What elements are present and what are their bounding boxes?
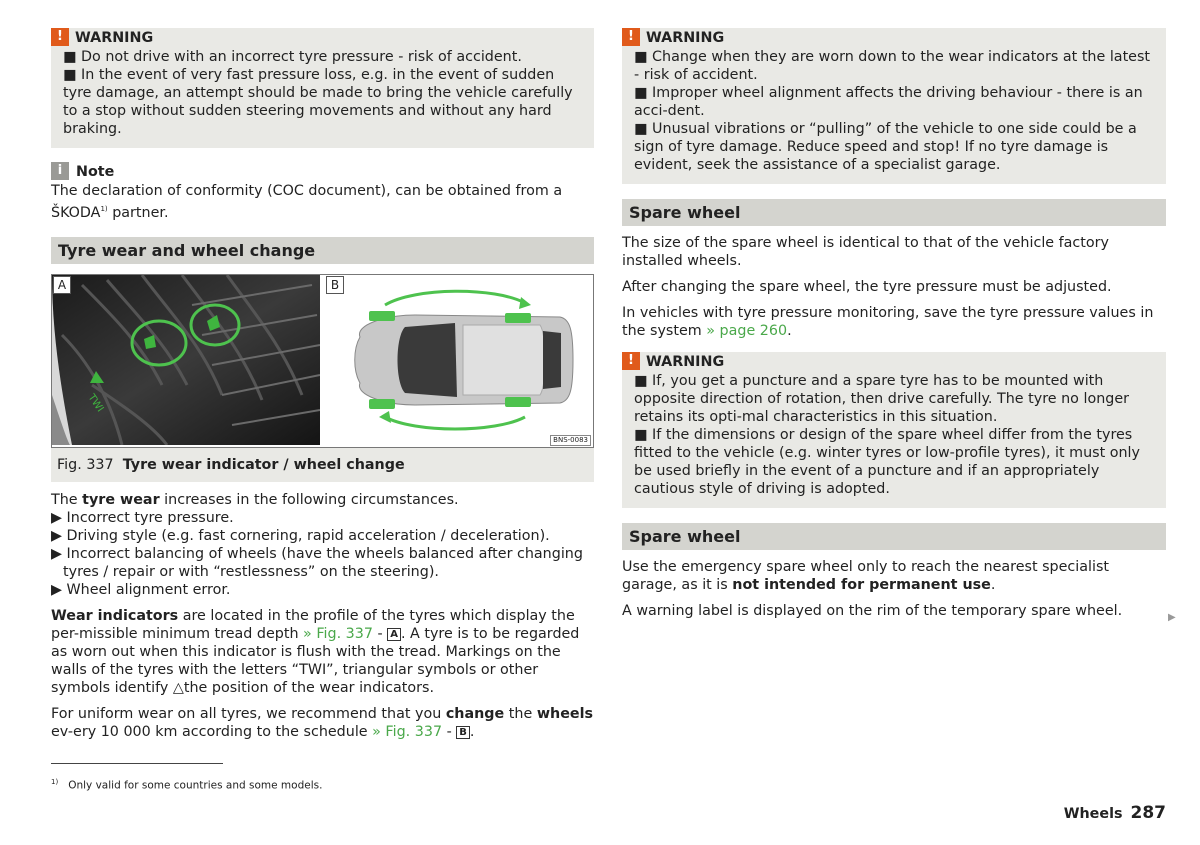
warning-box-tyre-pressure bbox=[51, 28, 594, 148]
warning-item: ■ Improper wheel alignment affects the driving behaviour - there is an acci-dent. bbox=[634, 85, 1143, 119]
warning-heading: ! WARNING bbox=[51, 28, 584, 48]
note-heading: i Note bbox=[51, 162, 594, 182]
exclamation-icon: ! bbox=[622, 28, 640, 46]
list-item: ▶ Wheel alignment error. bbox=[51, 581, 231, 598]
page-number: 287 bbox=[1130, 803, 1166, 823]
spare-wheel-paragraph: After changing the spare wheel, the tyre pressure must be adjusted. bbox=[622, 279, 1112, 295]
figure-337 bbox=[51, 274, 594, 448]
figure-ref-b: B bbox=[456, 726, 470, 739]
list-item: ▶ Incorrect balancing of wheels (have the wheels balanced after changing tyres / repair or with “restlessness” on the steering). bbox=[51, 545, 583, 580]
warning-box-wear bbox=[622, 28, 1166, 184]
warning-item: ■ Change when they are worn down to the wear indicators at the latest - risk of accident. bbox=[634, 49, 1151, 83]
warning-item: ■ If the dimensions or design of the spare wheel differ from the tyres fitted to the vehicle (e.g. winter tyres or low-profile tyres), it must only be used briefly in the event of a puncture and if an appropriately cautious style of driving is adopted. bbox=[634, 427, 1140, 497]
twi-mark: TWI bbox=[85, 392, 106, 415]
page-footer bbox=[1064, 804, 1166, 823]
footnote-ref: 1) bbox=[100, 205, 108, 213]
left-column bbox=[51, 28, 594, 741]
exclamation-icon: ! bbox=[51, 28, 69, 46]
figure-caption: Fig. 337 Tyre wear indicator / wheel change bbox=[51, 448, 594, 482]
figure-ref-a: A bbox=[387, 628, 401, 641]
figure-label-a: A bbox=[53, 276, 71, 294]
car-top-view-illustration bbox=[325, 275, 593, 445]
note-block bbox=[51, 162, 594, 222]
page-link[interactable]: » page 260 bbox=[706, 323, 788, 339]
tyre-wear-intro: The tyre wear increases in the following circumstances. bbox=[51, 491, 459, 508]
warning-heading: ! WARNING bbox=[622, 28, 1156, 48]
spare-wheel-paragraph: The size of the spare wheel is identical to that of the vehicle factory installed wheels. bbox=[622, 235, 1109, 269]
list-item: ▶ Driving style (e.g. fast cornering, rapid acceleration / deceleration). bbox=[51, 527, 550, 544]
figure-link[interactable]: » Fig. 337 bbox=[372, 723, 443, 740]
tyre-tread-illustration bbox=[52, 275, 320, 445]
figure-label-b: B bbox=[326, 276, 344, 294]
spare-wheel-paragraph: In vehicles with tyre pressure monitoring, save the tyre pressure values in the system » page 260. bbox=[622, 305, 1154, 339]
spare-wheel-paragraph: Use the emergency spare wheel only to reach the nearest specialist garage, as it is not intended for permanent use. bbox=[622, 559, 1110, 593]
exclamation-icon: ! bbox=[622, 352, 640, 370]
figure-code: BNS-0083 bbox=[550, 435, 591, 446]
wheel-change-paragraph: For uniform wear on all tyres, we recommend that you change the wheels ev-ery 10 000 km according to the schedule » Fig. 337 - B . bbox=[51, 705, 594, 740]
spare-wheel-paragraph: A warning label is displayed on the rim of the temporary spare wheel. bbox=[622, 603, 1123, 619]
warning-item: ■ If, you get a puncture and a spare tyre has to be mounted with opposite direction of rotation, then drive carefully. The tyre no longer retains its opti-mal characteristics in this situation. bbox=[634, 373, 1130, 425]
next-page-arrow-icon: ▶ bbox=[1168, 612, 1176, 623]
note-text: The declaration of conformity (COC document), can be obtained from a ŠKODA$^{1)}$ partner. bbox=[51, 183, 563, 221]
footnote: $^{1)}$ Only valid for some countries and some models. bbox=[51, 778, 323, 792]
wear-indicators-paragraph: Wear indicators are located in the profile of the tyres which display the per-missible minimum tread depth » Fig. 337 - A . A tyre is to be regarded as worn out when this indicator is flush with the tread. Markings on the walls of the tyres with the letters “TWI”, triangular symbols or other symbols identify △the position of the wear indicators. bbox=[51, 607, 580, 696]
footnote-divider bbox=[51, 763, 223, 764]
section-heading-spare-wheel: Spare wheel bbox=[622, 199, 1166, 226]
section-heading-spare-wheel-2: Spare wheel bbox=[622, 523, 1166, 550]
right-column bbox=[622, 28, 1166, 620]
section-heading-tyre-wear: Tyre wear and wheel change bbox=[51, 237, 594, 264]
warning-item: ■ Unusual vibrations or “pulling” of the vehicle to one side could be a sign of tyre damage. Reduce speed and stop! If no tyre damage is evident, seek the assistance of a specialist garage. bbox=[634, 121, 1137, 173]
list-item: ▶ Incorrect tyre pressure. bbox=[51, 509, 234, 526]
figure-link[interactable]: » Fig. 337 bbox=[303, 625, 373, 642]
warning-item: ■ In the event of very fast pressure loss, e.g. in the event of sudden tyre damage, an attempt should be made to bring the vehicle carefully to a stop without sudden steering movements and without any hard braking. bbox=[63, 67, 573, 137]
warning-heading: ! WARNING bbox=[622, 352, 1156, 372]
footer-section: Wheels bbox=[1063, 806, 1123, 822]
info-icon: i bbox=[51, 162, 69, 180]
warning-box-spare bbox=[622, 352, 1166, 508]
warning-item: ■ Do not drive with an incorrect tyre pressure - risk of accident. bbox=[63, 49, 522, 65]
